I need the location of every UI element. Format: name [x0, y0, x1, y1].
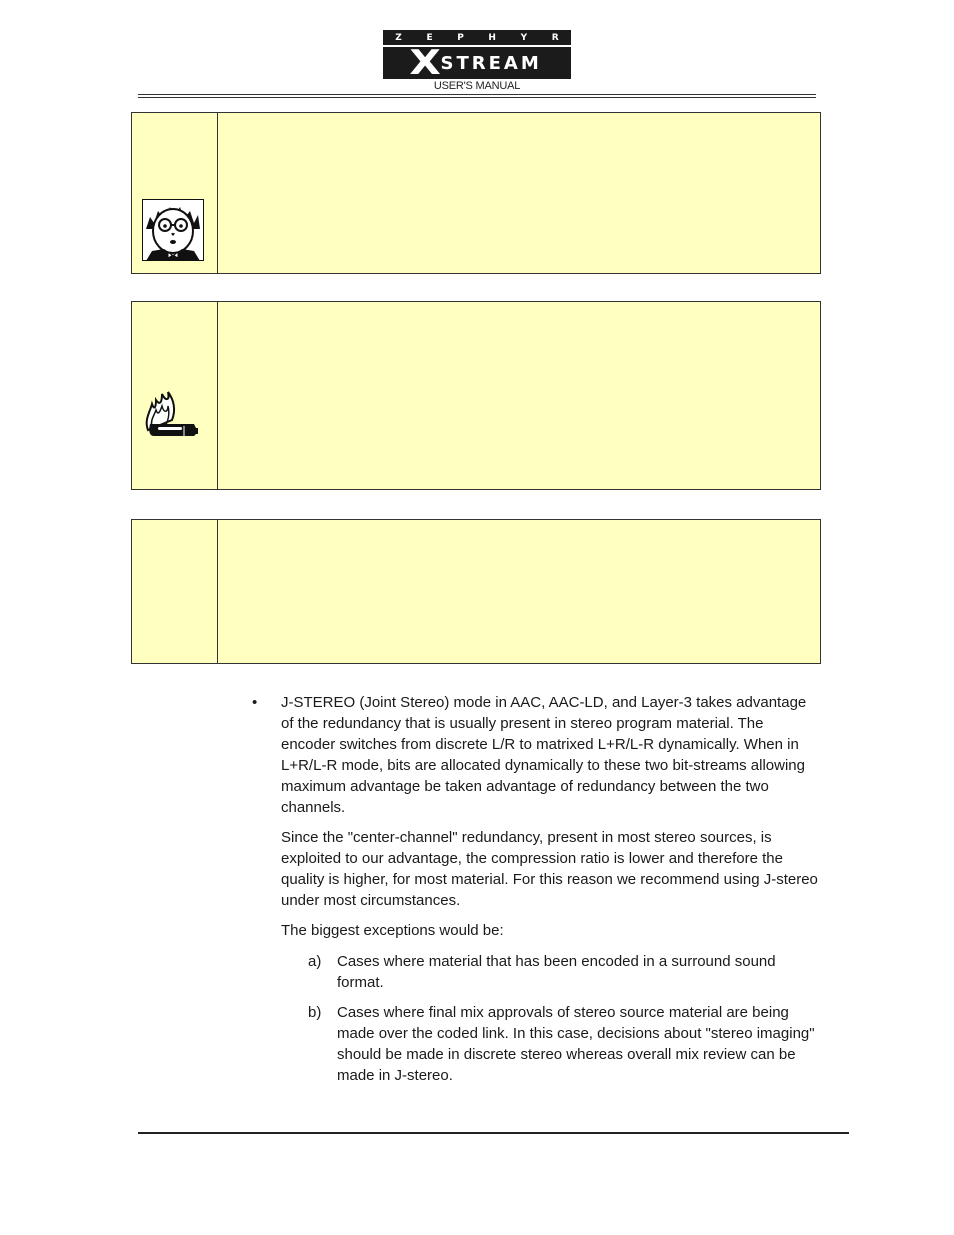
callout-note — [131, 112, 821, 274]
center-channel-paragraph: Since the "center-channel" redundancy, present in most stereo sources, is exploited to our advantage, the compression ratio is lower and therefore the quality is higher, for most material. For this reason we recommend using J-stereo under most circumstances. — [281, 829, 818, 909]
callout-warning — [131, 301, 821, 490]
callout-content — [218, 520, 820, 663]
list-item-mix-approvals: Cases where final mix approvals of stereo source material are being made over the coded link. In this case, decisions about "stereo imaging" should be made in discrete stereo whereas overall mix review can be made in J-stereo. — [337, 1004, 815, 1084]
logo-stream: STREAM — [440, 52, 542, 74]
logo-letter: Y — [520, 32, 528, 43]
footer-rule — [138, 1132, 849, 1134]
callout-empty — [131, 519, 821, 664]
logo-xstream — [383, 43, 571, 83]
logo-letter: R — [551, 32, 559, 43]
users-manual-label: USER'S MANUAL — [433, 80, 521, 92]
burning-hand-icon — [144, 390, 200, 438]
logo-x: X — [409, 43, 442, 83]
logo-letter: H — [488, 32, 496, 43]
list-marker-a: a) — [308, 953, 322, 970]
j-stereo-paragraph: J-STEREO (Joint Stereo) mode in AAC, AAC-LD, and Layer-3 takes advantage of the redundancy that is usually present in stereo program material. The encoder switches from discrete L/R to matrixed L+R/L-R dynamically. When in L+R/L-R mode, bits are allocated dynamically to these two bit-streams allowing maximum advantage be taken advantage of redundancy between the two channels. — [281, 694, 807, 816]
header-rule — [138, 97, 816, 98]
exceptions-intro: The biggest exceptions would be: — [281, 922, 504, 939]
callout-icon-column — [132, 113, 218, 273]
logo-letter: Z — [395, 32, 402, 43]
callout-icon-column — [132, 302, 218, 489]
callout-icon-column — [132, 520, 218, 663]
zephyr-xstream-logo — [383, 30, 571, 83]
header-rule — [138, 94, 816, 95]
list-marker-b: b) — [308, 1004, 322, 1021]
callout-content — [218, 113, 820, 273]
logo-letter: E — [426, 32, 433, 43]
bullet-marker: • — [252, 694, 258, 711]
list-item-surround: Cases where material that has been encoded in a surround sound format. — [337, 953, 776, 991]
professor-glasses-icon — [142, 199, 204, 261]
callout-content — [218, 302, 820, 489]
logo-letter: P — [457, 32, 464, 43]
